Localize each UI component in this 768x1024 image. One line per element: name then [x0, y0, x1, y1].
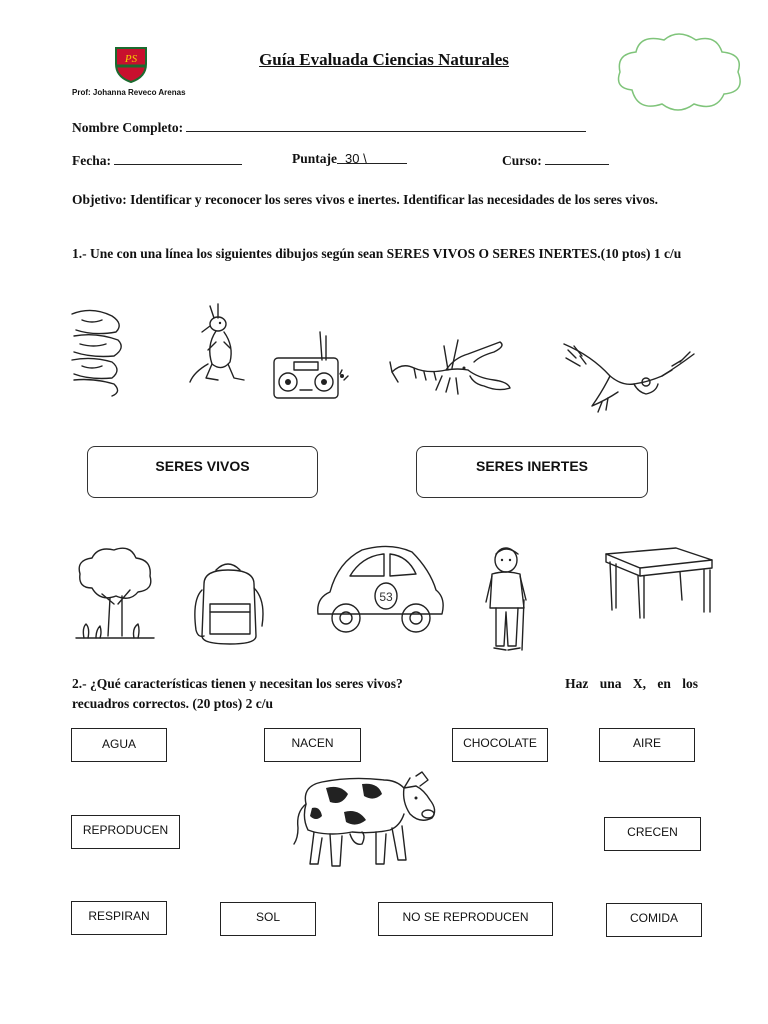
question-1: 1.- Une con una línea los siguientes dibujos según sean SERES VIVOS O SERES INERTES.(10 ptos) 1 c/u — [72, 246, 682, 261]
condor-image[interactable] — [562, 336, 696, 416]
name-label: Nombre Completo: — [72, 120, 184, 135]
score-label: Puntaje — [292, 151, 337, 166]
date-line[interactable] — [114, 151, 242, 165]
option-nacen[interactable]: NACEN — [264, 728, 361, 762]
table-image[interactable] — [600, 546, 716, 622]
score-field[interactable] — [292, 151, 407, 167]
date-field[interactable] — [72, 151, 242, 169]
option-aire[interactable]: AIRE — [599, 728, 695, 762]
question-2-text: 2.- ¿Qué características tienen y necesitan los seres vivos? — [72, 676, 403, 691]
cloud-drawing — [612, 30, 747, 115]
car-number: 53 — [379, 590, 393, 604]
kangaroo-image[interactable] — [188, 302, 248, 384]
course-line[interactable] — [545, 151, 609, 165]
cow-image — [292, 768, 440, 872]
option-reproducen[interactable]: REPRODUCEN — [71, 815, 180, 849]
lobster-image[interactable] — [388, 334, 512, 398]
option-comida[interactable]: COMIDA — [606, 903, 702, 937]
teacher-name: Prof: Johanna Reveco Arenas — [72, 88, 186, 97]
option-chocolate[interactable]: CHOCOLATE — [452, 728, 548, 762]
option-no-se-reproducen[interactable]: NO SE REPRODUCEN — [378, 902, 553, 936]
page-title: Guía Evaluada Ciencias Naturales — [259, 50, 509, 69]
objective-text: Objetivo: Identificar y reconocer los seres vivos e inertes. Identificar las necesidades de los seres vivos. — [72, 192, 659, 207]
course-field[interactable] — [502, 151, 609, 169]
backpack-image[interactable] — [190, 560, 268, 646]
question-2-instruction: Haz una X, en los — [565, 676, 698, 691]
name-line[interactable] — [186, 118, 586, 132]
tree-image[interactable] — [72, 544, 158, 650]
date-label: Fecha: — [72, 153, 111, 168]
logo-text: PS — [124, 53, 138, 65]
rocks-image[interactable] — [72, 306, 127, 396]
old-man-image[interactable] — [476, 546, 538, 656]
question-2 — [72, 674, 698, 714]
option-sol[interactable]: SOL — [220, 902, 316, 936]
radio-image[interactable] — [270, 330, 350, 402]
option-respiran[interactable]: RESPIRAN — [71, 901, 167, 935]
option-agua[interactable]: AGUA — [71, 728, 167, 762]
seres-vivos-box[interactable]: SERES VIVOS — [87, 446, 318, 498]
question-2-text-line2: recuadros correctos. (20 ptos) 2 c/u — [72, 696, 273, 711]
course-label: Curso: — [502, 153, 542, 168]
car-image[interactable] — [312, 542, 446, 640]
option-crecen[interactable]: CRECEN — [604, 817, 701, 851]
seres-inertes-box[interactable]: SERES INERTES — [416, 446, 648, 498]
score-value[interactable]: 30 \ — [337, 151, 407, 164]
name-field[interactable] — [72, 118, 586, 136]
